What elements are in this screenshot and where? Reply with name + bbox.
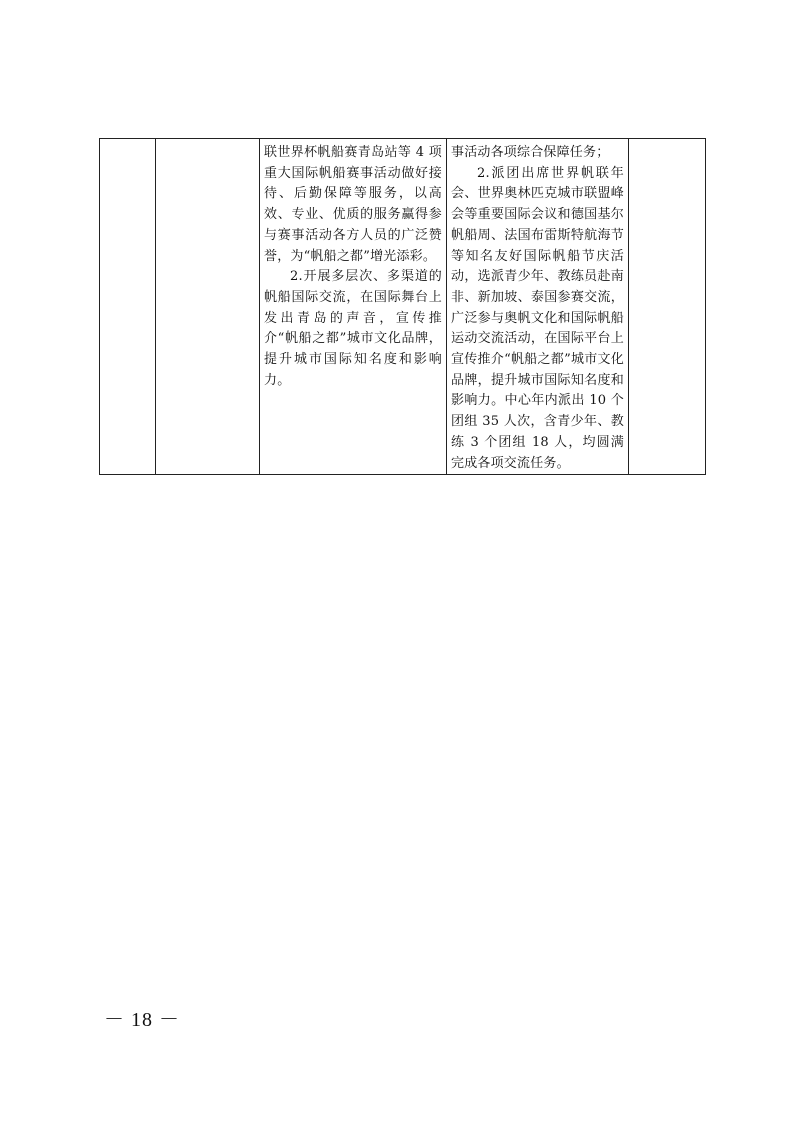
task-table bbox=[99, 138, 706, 475]
results-paragraph-1: 事活动各项综合保障任务； bbox=[451, 145, 610, 160]
goals-paragraph-2: 2.开展多层次、多渠道的帆船国际交流，在国际舞台上发出青岛的声音，宣传推介“帆船之都”城市文化品牌，提升城市国际知名度和影响力。 bbox=[264, 269, 442, 388]
table-cell-goals bbox=[260, 139, 447, 475]
table-cell-index bbox=[100, 139, 156, 475]
table-cell-results bbox=[447, 139, 629, 475]
results-paragraph-2: 2.派团出席世界帆联年会、世界奥林匹克城市联盟峰会等重要国际会议和德国基尔帆船周、法国布雷斯特航海节等知名友好国际帆船节庆活动，选派青少年、教练员赴南非、新加坡、泰国参赛交流，广泛参与奥帆文化和国际帆船运动交流活动，在国际平台上宣传推介“帆船之都”城市文化品牌，提升城市国际知名度和影响力。中心年内派出 10 个团组 35 人次，含青少年、教练 3 个团组 18 人，均圆满完成各项交流任务。 bbox=[451, 165, 624, 471]
goals-paragraph-1: 联世界杯帆船赛青岛站等 4 项重大国际帆船赛事活动做好接待、后勤保障等服务，以高效、专业、优质的服务赢得参与赛事活动各方人员的广泛赞誉，为“帆船之都”增光添彩。 bbox=[264, 145, 442, 264]
table-cell-remarks bbox=[629, 139, 706, 475]
table-cell-category bbox=[156, 139, 260, 475]
page-number: － 18 － bbox=[104, 1009, 180, 1031]
table-row bbox=[100, 139, 706, 475]
